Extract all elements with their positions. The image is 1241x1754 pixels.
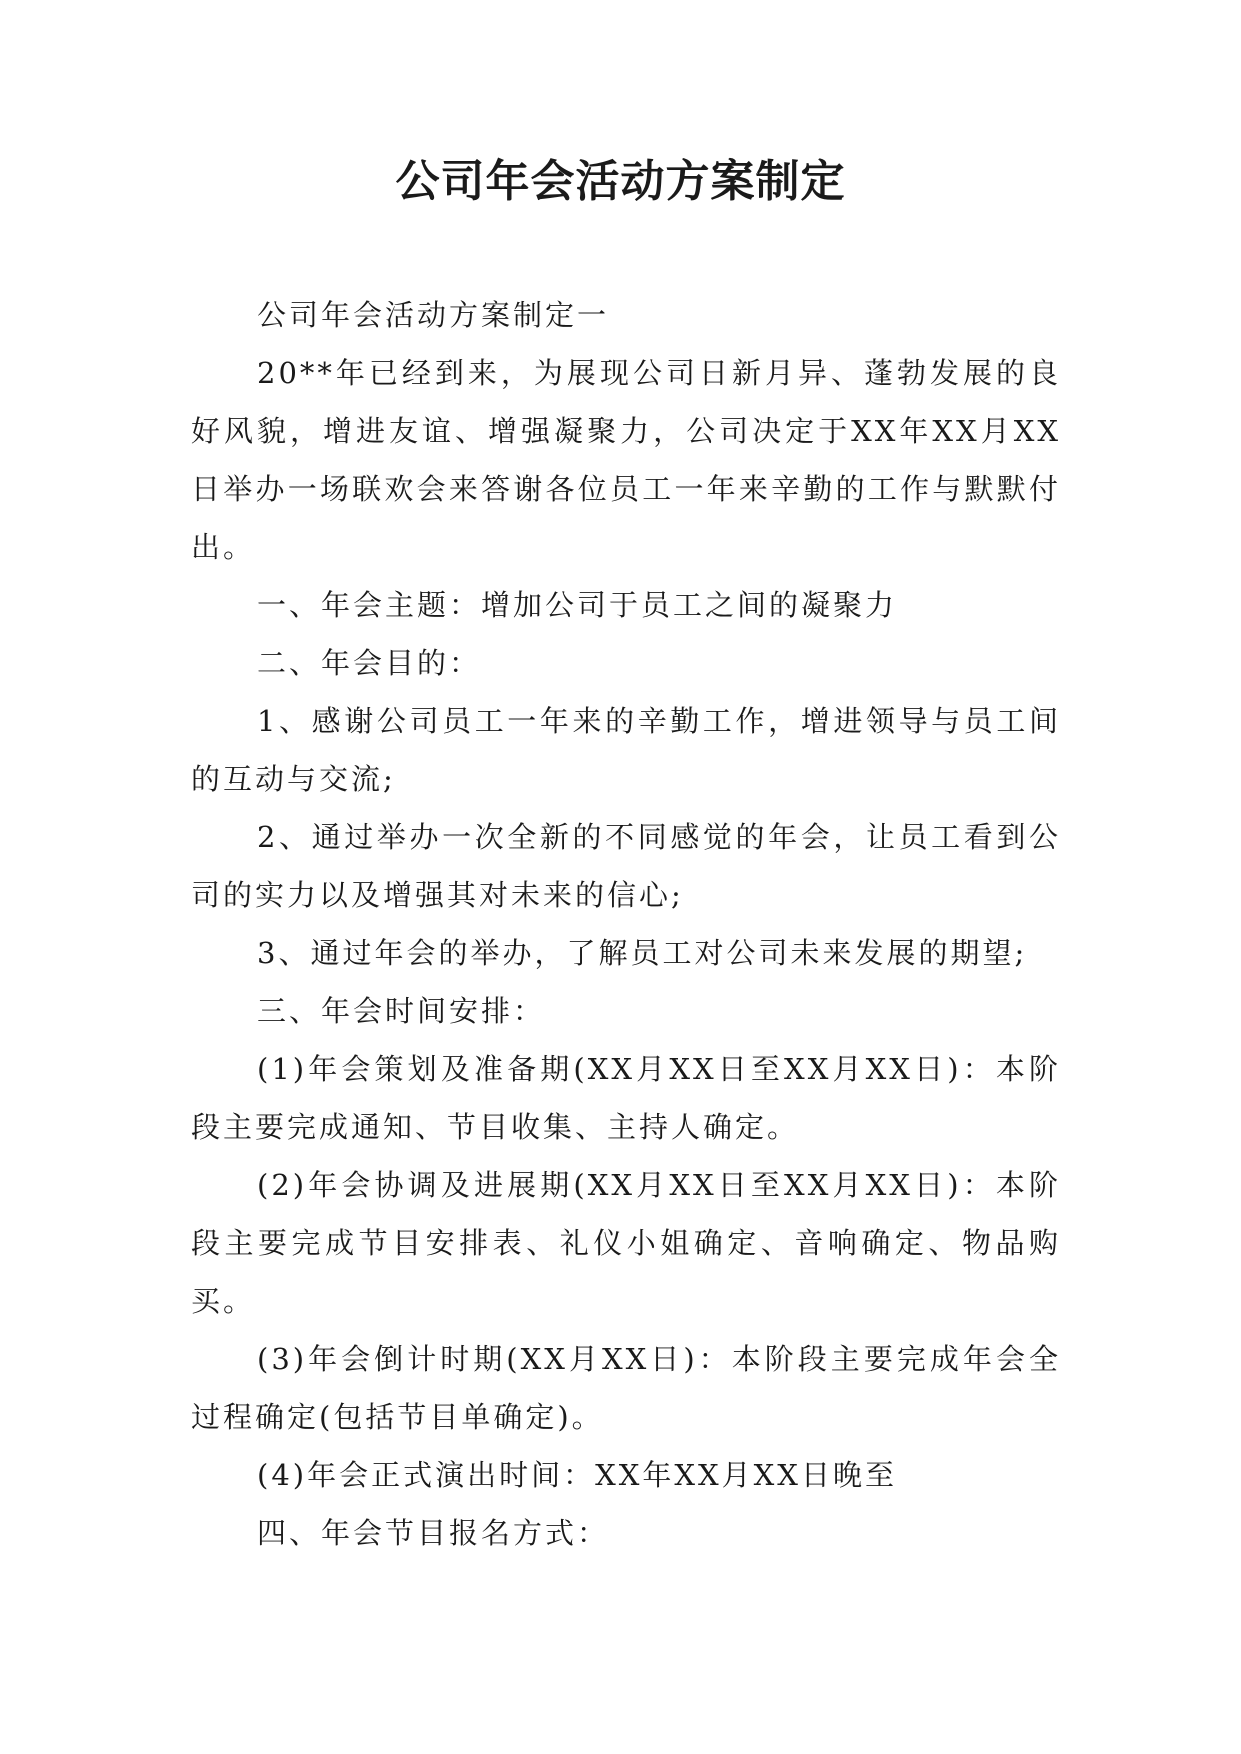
document-title: 公司年会活动方案制定 — [395, 156, 846, 207]
paragraph-schedule-1: (1)年会策划及准备期(XX月XX日至XX月XX日)：本阶段主要完成通知、节目收集、主持人确定。 — [191, 1052, 1061, 1144]
paragraph-purpose-heading: 二、年会目的： — [257, 646, 482, 680]
paragraph-purpose-1: 1、感谢公司员工一年来的辛勤工作，增进领导与员工间的互动与交流; — [191, 704, 1061, 796]
paragraph-intro: 20**年已经到来，为展现公司日新月异、蓬勃发展的良好风貌，增进友谊、增强凝聚力，公司决定于XX年XX月XX日举办一场联欢会来答谢各位员工一年来辛勤的工作与默默付出。 — [191, 356, 1061, 564]
paragraph-theme: 一、年会主题：增加公司于员工之间的凝聚力 — [257, 588, 898, 622]
paragraph-schedule-3: (3)年会倒计时期(XX月XX日)：本阶段主要完成年会全过程确定(包括节目单确定)。 — [191, 1342, 1061, 1434]
paragraph-signup-heading: 四、年会节目报名方式： — [257, 1516, 610, 1550]
paragraph-schedule-2: (2)年会协调及进展期(XX月XX日至XX月XX日)：本阶段主要完成节目安排表、礼仪小姐确定、音响确定、物品购买。 — [191, 1168, 1061, 1318]
paragraph-purpose-2: 2、通过举办一次全新的不同感觉的年会，让员工看到公司的实力以及增强其对未来的信心; — [191, 820, 1061, 912]
paragraph-purpose-3: 3、通过年会的举办，了解员工对公司未来发展的期望; — [257, 936, 1028, 970]
document-body — [191, 286, 1061, 1562]
paragraph-schedule-heading: 三、年会时间安排： — [257, 994, 546, 1028]
paragraph-schedule-4: (4)年会正式演出时间：XX年XX月XX日晚至 — [257, 1458, 897, 1492]
paragraph-heading: 公司年会活动方案制定一 — [257, 298, 610, 332]
